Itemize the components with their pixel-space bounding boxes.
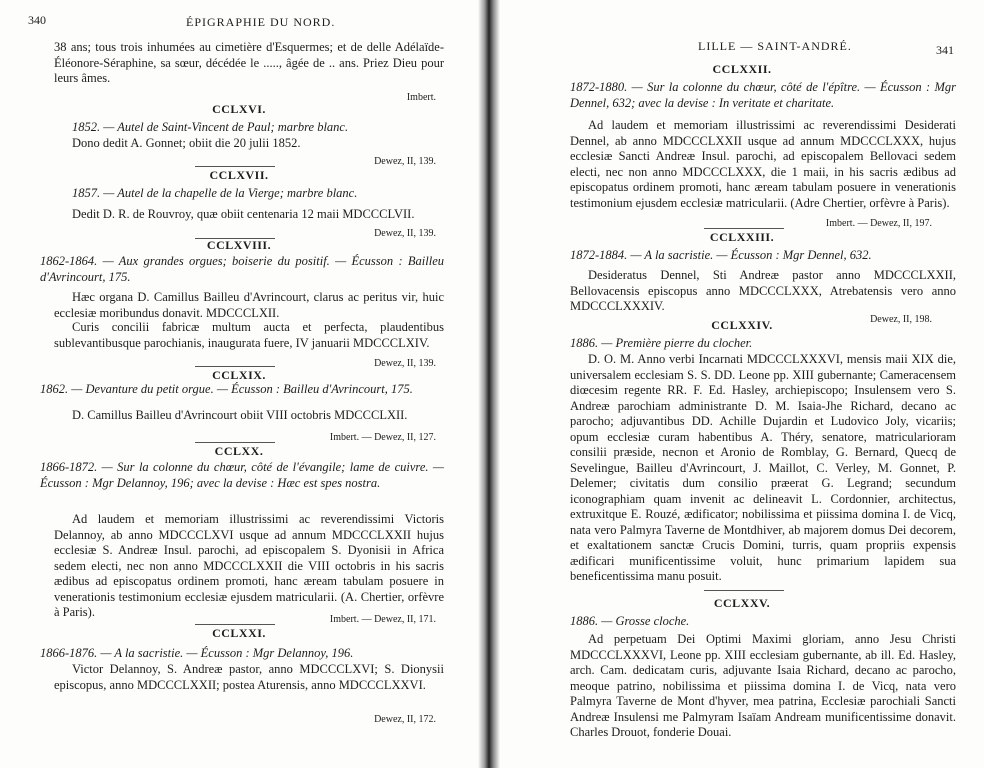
entry-heading: [570, 80, 956, 111]
entry-text: Ad laudem et memoriam illustrissimi ac reverendissimi Victoris Delannoy, ab anno MDCCCLXVI usque ad annum MDCCCLXXII hujus ecclesiæ S. Andreæ Insul. parochi, ad episcopalem S. Dyonisii in Africa sedem electi, nec non anno MDCCCLXXII die VIII octobris in his sacris ædibus ad episcopatus ordinem promoti, hanc æream tabulam posuere in venerationis testimonium ecclesiæ ejusdem matricularii. (A. Chertier, orfèvre à Paris).: [54, 512, 444, 619]
entry-heading: [54, 186, 444, 202]
entry-text: D. O. M. Anno verbi Incarnati MDCCCLXXXVI, mensis maii XIX die, universalem ecclesiam S. S. DD. Leone pp. XIII gubernante; Cameracensem diœcesim regente RR. F. Ed. Hasley, archiepiscopo; Insulensem vero S. Andreæ parochiam administrante D. M. Isaia-Jhe Richard, decano ac parocho; adjuvantibus DD. Achille Dujardin et Ludovico Joly, vicariis; opum ecclesiæ curam habentibus A. Théry, senatore, matricularioram consilii præside, necnon et Aronio de Romblay, G. Bernard, Quecq de Sevelingue, Bailleu d'Avrincourt, J. Maillot, C. Verley, M. Gonnet, P. Delemer; civitatis dum consilio præerat G. Legrand; secundum iconographiam quam invenit ac delineavit L. Cordonnier, architectus, extruxitque E. Rouzé, ædificator; nobilissima et piissima domina I. de Vicq, nata vero Palmyra Taverne de Montdhiver, ab majorem domus Dei decorem, et exaltationem sanctæ Crucis Domini, turris, quam propriis expensis ædificari munificentissime voluit, hunc primarium lapidem sua beneficentissima manu posuit.: [570, 352, 956, 583]
entry-heading-text: 1872-1880. — Sur la colonne du chœur, côté de l'épître. — Écusson : Mgr Dennel, 632; avec la devise : In veritate et charitate.: [570, 80, 956, 110]
left-page-number: 340: [28, 13, 46, 27]
entry-heading: [570, 336, 956, 352]
divider: [704, 590, 784, 591]
entry-heading: [40, 254, 444, 285]
divider: [195, 166, 275, 167]
entry-heading: [40, 460, 444, 491]
left-intro-text: 38 ans; tous trois inhumées au cimetière d'Esquermes; et de delle Adélaïde-Éléonore-Séraphine, sa sœur, décédée le ....., âgée de .. ans. Priez Dieu pour leurs âmes.: [54, 40, 444, 85]
book-gutter: [478, 0, 500, 768]
entry-ref: Dewez, II, 139.: [374, 358, 436, 369]
entry-text: Ad perpetuam Dei Optimi Maximi gloriam, anno Jesu Christi MDCCCLXXXVI, Leone pp. XIII ecclesiam gubernante, ab ill. Ed. Hasley, arch. Cam. dedicatam curis, adjuvante Isaia Richard, decano ac parocho, meoque patrino, nobilissima et piissima domina I. de Vicq, nata vero Palmyra Taverne de Mont d'hyver, mea patrina, Ecclesiæ parochiali Sancti Andreæ Insulensi me Palmyram Isaïam Andream munificentissime donavit. Charles Drouot, fonderie Douai.: [570, 632, 956, 739]
entry-ref: Dewez, II, 198.: [870, 314, 932, 325]
entry-number: CCLXX.: [214, 444, 264, 458]
entry-number: CCLXXII.: [712, 62, 772, 76]
entry-ref: Imbert. — Dewez, II, 197.: [825, 218, 932, 229]
entry-text: Dedit D. R. de Rouvroy, quæ obiit centenaria 12 maii MDCCCLVII.: [72, 207, 415, 221]
entry-heading-text: 1886. — Première pierre du clocher.: [570, 336, 753, 350]
entry-heading-text: 1886. — Grosse cloche.: [570, 614, 690, 628]
entry-ref: Imbert. — Dewez, II, 171.: [329, 614, 436, 625]
divider: [195, 442, 275, 443]
entry-heading-text: 1857. — Autel de la chapelle de la Vierge; marbre blanc.: [72, 186, 358, 200]
divider: [195, 366, 275, 367]
entry-text: Hæc organa D. Camillus Bailleu d'Avrincourt, clarus ac peritus vir, huic ecclesiæ moribundus donavit. MDCCCLXII.: [54, 290, 444, 320]
entry-heading-text: 1862. — Devanture du petit orgue. — Écusson : Bailleu d'Avrincourt, 175.: [40, 382, 413, 396]
entry-text: Ad laudem et memoriam illustrissimi ac reverendissimi Desiderati Dennel, ab anno MDCCCLXXII usque ad annum MDCCCLXXX, hujus ecclesiæ Sancti Andreæ Insul. parochi, ad episcopalem Bellovaci sedem electi, nec non anno MDCCCLXXX, die 1 maii, in his sacris ædibus ad episcopatus ordinem promoti, hanc æream tabulam posuere in venerationis testimonium ejusdem ecclesiæ matricularii. (Adre Chertier, orfèvre à Paris).: [570, 118, 956, 210]
entry-heading-text: 1872-1884. — A la sacristie. — Écusson : Mgr Dennel, 632.: [570, 248, 872, 262]
entry-heading: [40, 382, 444, 398]
entry-number: CCLXXI.: [212, 626, 266, 640]
divider: [195, 624, 275, 625]
entry-number: CCLXIX.: [212, 368, 266, 382]
entry-number: CCLXXIV.: [711, 318, 773, 332]
entry-heading: [570, 614, 956, 630]
entry-ref: Dewez, II, 172.: [374, 714, 436, 725]
entry-ref: Dewez, II, 139.: [374, 228, 436, 239]
entry-number: CCLXXV.: [713, 596, 771, 610]
entry-heading-text: 1866-1876. — A la sacristie. — Écusson : Mgr Delannoy, 196.: [40, 646, 354, 660]
entry-heading-text: 1852. — Autel de Saint-Vincent de Paul; marbre blanc.: [72, 120, 349, 134]
right-page: [500, 0, 984, 768]
right-page-number: 341: [936, 43, 954, 57]
left-intro-ref: Imbert.: [406, 92, 436, 103]
entry-number: CCLXVIII.: [206, 238, 272, 252]
entry-heading: [570, 248, 956, 264]
entry-heading: [40, 646, 444, 662]
entry-ref: Dewez, II, 139.: [374, 156, 436, 167]
left-page: [0, 0, 478, 768]
entry-text: D. Camillus Bailleu d'Avrincourt obiit VIII octobris MDCCCLXII.: [72, 408, 408, 422]
entry-ref: Imbert. — Dewez, II, 127.: [329, 432, 436, 443]
entry-text: Victor Delannoy, S. Andreæ pastor, anno MDCCCLXVI; S. Dionysii episcopus, anno MDCCCLXXII; postea Aturensis, anno MDCCCLXXVI.: [54, 662, 444, 692]
entry-heading: [54, 120, 444, 136]
entry-number: CCLXVII.: [209, 168, 269, 182]
entry-heading-text: 1866-1872. — Sur la colonne du chœur, côté de l'évangile; lame de cuivre. — Écusson : Mgr Delannoy, 196; avec la devise : Hæc est spes nostra.: [40, 460, 444, 490]
entry-text: Desideratus Dennel, Sti Andreæ pastor anno MDCCCLXXII, Bellovacensis episcopus anno MDCCCLXXX, Atrebatensis vero anno MDCCCLXXXIV.: [570, 268, 956, 313]
entry-number: CCLXXIII.: [709, 230, 775, 244]
left-running-header: ÉPIGRAPHIE DU NORD.: [186, 15, 336, 29]
right-running-header: LILLE — SAINT-ANDRÉ.: [698, 39, 852, 53]
entry-text: Dono dedit A. Gonnet; obiit die 20 julii 1852.: [72, 136, 301, 150]
entry-number: CCLXVI.: [212, 102, 266, 116]
entry-text: Curis concilii fabricæ multum aucta et perfecta, plaudentibus sublevantibusque parochianis, inaugurata fuere, IV januarii MDCCCLXIV.: [54, 320, 444, 350]
divider: [704, 228, 784, 229]
entry-heading-text: 1862-1864. — Aux grandes orgues; boiserie du positif. — Écusson : Bailleu d'Avrincourt, 175.: [40, 254, 444, 284]
